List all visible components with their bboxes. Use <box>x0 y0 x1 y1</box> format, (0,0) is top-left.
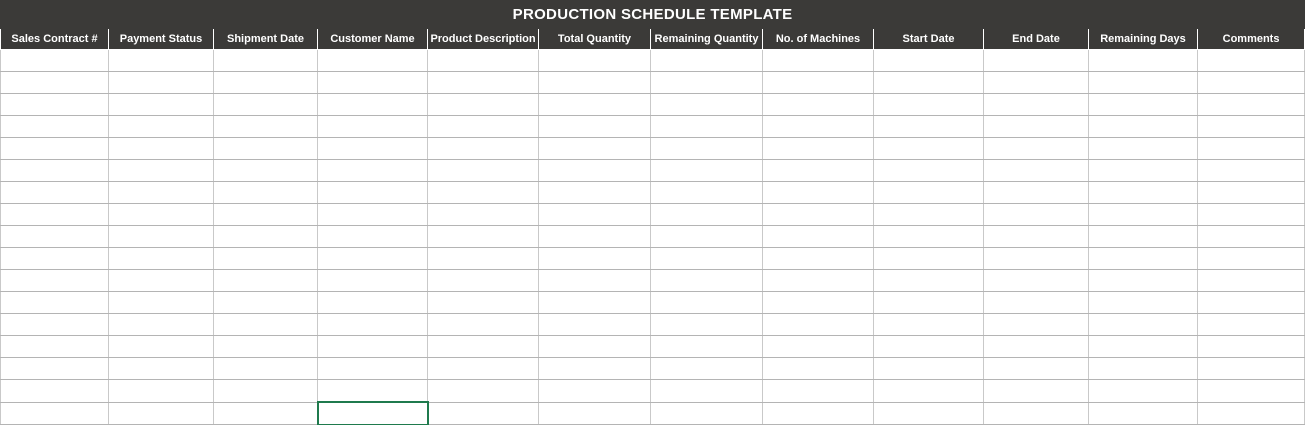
table-row <box>1 248 1305 270</box>
table-cell[interactable] <box>1 402 109 425</box>
table-cell[interactable] <box>1089 72 1198 94</box>
table-cell[interactable] <box>428 72 539 94</box>
table-cell[interactable] <box>539 94 651 116</box>
table-cell[interactable] <box>763 270 874 292</box>
table-cell[interactable] <box>874 270 984 292</box>
table-cell[interactable] <box>1 72 109 94</box>
table-cell[interactable] <box>539 380 651 403</box>
table-body <box>1 50 1305 425</box>
table-cell[interactable] <box>318 270 428 292</box>
table-cell[interactable] <box>318 358 428 380</box>
table-cell[interactable] <box>984 50 1089 72</box>
table-cell[interactable] <box>109 204 214 226</box>
table-cell[interactable] <box>109 314 214 336</box>
table-row <box>1 358 1305 380</box>
table-cell[interactable] <box>1198 116 1305 138</box>
table-cell[interactable] <box>1198 402 1305 425</box>
table-cell[interactable] <box>651 248 763 270</box>
table-cell[interactable] <box>214 138 318 160</box>
table-cell[interactable] <box>1198 50 1305 72</box>
table-cell[interactable] <box>1 380 109 403</box>
table-cell[interactable] <box>318 160 428 182</box>
table-row <box>1 116 1305 138</box>
table-cell[interactable] <box>1089 138 1198 160</box>
table-cell[interactable] <box>874 72 984 94</box>
table-row <box>1 292 1305 314</box>
table-row <box>1 72 1305 94</box>
table-cell[interactable] <box>318 226 428 248</box>
table-cell[interactable] <box>1198 160 1305 182</box>
table-cell[interactable] <box>763 292 874 314</box>
table-cell[interactable] <box>318 292 428 314</box>
table-cell[interactable] <box>428 336 539 358</box>
table-row <box>1 50 1305 72</box>
table-cell[interactable] <box>984 270 1089 292</box>
table-cell[interactable] <box>874 380 984 403</box>
table-cell[interactable] <box>109 116 214 138</box>
table-cell[interactable] <box>763 116 874 138</box>
table-row <box>1 138 1305 160</box>
table-cell[interactable] <box>428 226 539 248</box>
table-cell[interactable] <box>1198 270 1305 292</box>
table-cell[interactable] <box>874 204 984 226</box>
table-cell[interactable] <box>539 138 651 160</box>
table-cell[interactable] <box>651 160 763 182</box>
table-cell[interactable] <box>1 314 109 336</box>
table-cell[interactable] <box>651 358 763 380</box>
table-cell[interactable] <box>1 182 109 204</box>
table-cell[interactable] <box>1 226 109 248</box>
table-cell[interactable] <box>214 160 318 182</box>
table-cell[interactable] <box>763 336 874 358</box>
table-cell[interactable] <box>874 50 984 72</box>
table-cell[interactable] <box>539 116 651 138</box>
table-cell[interactable] <box>539 292 651 314</box>
table-cell[interactable] <box>539 226 651 248</box>
table-cell[interactable] <box>318 336 428 358</box>
table-cell[interactable] <box>763 182 874 204</box>
table-cell[interactable] <box>109 226 214 248</box>
table-cell[interactable] <box>428 270 539 292</box>
table-cell[interactable] <box>874 336 984 358</box>
table-cell[interactable] <box>214 248 318 270</box>
table-cell[interactable] <box>428 402 539 425</box>
table-cell[interactable] <box>1 204 109 226</box>
table-cell[interactable] <box>318 94 428 116</box>
table-cell[interactable] <box>651 182 763 204</box>
table-cell[interactable] <box>428 138 539 160</box>
table-cell[interactable] <box>874 226 984 248</box>
table-cell[interactable] <box>984 160 1089 182</box>
table-cell[interactable] <box>539 314 651 336</box>
table-cell[interactable] <box>763 314 874 336</box>
table-cell[interactable] <box>1 336 109 358</box>
table-cell[interactable] <box>1198 94 1305 116</box>
table-cell[interactable] <box>1198 380 1305 403</box>
table-cell[interactable] <box>1089 94 1198 116</box>
table-cell[interactable] <box>874 160 984 182</box>
table-cell[interactable] <box>651 138 763 160</box>
table-cell[interactable] <box>651 204 763 226</box>
table-cell[interactable] <box>318 138 428 160</box>
table-cell[interactable] <box>1 94 109 116</box>
table-cell[interactable] <box>1089 336 1198 358</box>
table-row <box>1 160 1305 182</box>
table-cell[interactable] <box>1089 204 1198 226</box>
table-cell[interactable] <box>763 226 874 248</box>
column-header[interactable]: Shipment Date <box>214 29 318 50</box>
table-cell[interactable] <box>874 138 984 160</box>
page-title: PRODUCTION SCHEDULE TEMPLATE <box>1 1 1305 29</box>
table-cell[interactable] <box>318 380 428 403</box>
table-cell[interactable] <box>651 292 763 314</box>
table-cell[interactable] <box>539 248 651 270</box>
table-cell[interactable] <box>763 94 874 116</box>
table-cell[interactable] <box>428 160 539 182</box>
table-row <box>1 94 1305 116</box>
table-row <box>1 336 1305 358</box>
table-cell[interactable] <box>428 314 539 336</box>
table-cell[interactable] <box>1089 182 1198 204</box>
table-cell[interactable] <box>763 50 874 72</box>
column-header[interactable]: Sales Contract # <box>1 29 109 50</box>
table-cell[interactable] <box>428 182 539 204</box>
table-cell[interactable] <box>1198 292 1305 314</box>
table-cell[interactable] <box>109 358 214 380</box>
table-cell[interactable] <box>763 138 874 160</box>
table-row <box>1 270 1305 292</box>
table-cell[interactable] <box>874 358 984 380</box>
table-cell[interactable] <box>1 358 109 380</box>
table-cell[interactable] <box>428 380 539 403</box>
table-cell[interactable] <box>318 116 428 138</box>
table-cell[interactable] <box>984 204 1089 226</box>
table-cell[interactable] <box>984 116 1089 138</box>
table-cell[interactable] <box>109 182 214 204</box>
table-cell[interactable] <box>984 94 1089 116</box>
table-cell[interactable] <box>214 50 318 72</box>
table-cell[interactable] <box>214 72 318 94</box>
column-header[interactable]: End Date <box>984 29 1089 50</box>
table-cell[interactable] <box>1 50 109 72</box>
table-cell[interactable] <box>318 72 428 94</box>
table-cell[interactable] <box>1089 248 1198 270</box>
table-cell[interactable] <box>763 402 874 425</box>
table-cell[interactable] <box>1089 402 1198 425</box>
table-cell[interactable] <box>763 160 874 182</box>
table-cell[interactable] <box>214 336 318 358</box>
table-cell[interactable] <box>874 314 984 336</box>
table-cell[interactable] <box>874 402 984 425</box>
table-cell[interactable] <box>1089 358 1198 380</box>
table-cell[interactable] <box>214 402 318 425</box>
table-cell[interactable] <box>1 248 109 270</box>
table-cell[interactable] <box>1089 380 1198 403</box>
table-cell[interactable] <box>428 292 539 314</box>
table-cell[interactable] <box>109 380 214 403</box>
table-row <box>1 314 1305 336</box>
table-cell[interactable] <box>109 270 214 292</box>
table-cell[interactable] <box>1198 336 1305 358</box>
table-cell[interactable] <box>984 248 1089 270</box>
table-cell[interactable] <box>109 138 214 160</box>
column-header[interactable]: Total Quantity <box>539 29 651 50</box>
table-cell[interactable] <box>874 182 984 204</box>
table-cell[interactable] <box>651 116 763 138</box>
table-cell[interactable] <box>214 94 318 116</box>
table-cell[interactable] <box>214 358 318 380</box>
table-cell[interactable] <box>1198 226 1305 248</box>
table-cell[interactable] <box>109 50 214 72</box>
table-cell[interactable] <box>1089 116 1198 138</box>
table-cell[interactable] <box>651 50 763 72</box>
table-cell[interactable] <box>763 248 874 270</box>
table-cell[interactable] <box>539 270 651 292</box>
table-cell[interactable] <box>109 72 214 94</box>
column-header[interactable]: No. of Machines <box>763 29 874 50</box>
table-cell[interactable] <box>1 292 109 314</box>
table-cell[interactable] <box>984 226 1089 248</box>
table-cell[interactable] <box>428 248 539 270</box>
title-row <box>1 1 1305 29</box>
table-cell[interactable] <box>984 358 1089 380</box>
table-cell[interactable] <box>1089 160 1198 182</box>
table-cell[interactable] <box>984 336 1089 358</box>
table-cell[interactable] <box>428 116 539 138</box>
table-cell[interactable] <box>984 314 1089 336</box>
table-cell[interactable] <box>428 204 539 226</box>
table-cell[interactable] <box>651 270 763 292</box>
table-cell[interactable] <box>539 50 651 72</box>
table-head <box>1 1 1305 50</box>
column-header[interactable]: Start Date <box>874 29 984 50</box>
table-cell[interactable] <box>763 358 874 380</box>
table-row <box>1 402 1305 425</box>
selected-table-cell[interactable] <box>318 402 428 425</box>
table-cell[interactable] <box>1089 226 1198 248</box>
table-cell[interactable] <box>874 248 984 270</box>
table-cell[interactable] <box>109 248 214 270</box>
column-header[interactable]: Remaining Days <box>1089 29 1198 50</box>
table-cell[interactable] <box>984 380 1089 403</box>
table-row <box>1 204 1305 226</box>
table-cell[interactable] <box>1198 204 1305 226</box>
table-cell[interactable] <box>651 336 763 358</box>
table-cell[interactable] <box>1089 50 1198 72</box>
table-cell[interactable] <box>651 314 763 336</box>
table-cell[interactable] <box>763 204 874 226</box>
table-cell[interactable] <box>539 358 651 380</box>
table-cell[interactable] <box>984 292 1089 314</box>
table-cell[interactable] <box>214 380 318 403</box>
table-cell[interactable] <box>1198 182 1305 204</box>
table-row <box>1 380 1305 403</box>
table-cell[interactable] <box>874 116 984 138</box>
column-header-row <box>1 29 1305 50</box>
table-cell[interactable] <box>539 402 651 425</box>
table-cell[interactable] <box>539 72 651 94</box>
table-cell[interactable] <box>539 160 651 182</box>
table-cell[interactable] <box>1198 358 1305 380</box>
table-cell[interactable] <box>109 94 214 116</box>
column-header[interactable]: Customer Name <box>318 29 428 50</box>
table-cell[interactable] <box>1089 270 1198 292</box>
table-cell[interactable] <box>1198 72 1305 94</box>
table-cell[interactable] <box>539 204 651 226</box>
table-cell[interactable] <box>539 336 651 358</box>
table-cell[interactable] <box>214 292 318 314</box>
table-cell[interactable] <box>428 358 539 380</box>
column-header[interactable]: Payment Status <box>109 29 214 50</box>
table-cell[interactable] <box>1089 292 1198 314</box>
table-cell[interactable] <box>1198 248 1305 270</box>
table-cell[interactable] <box>109 292 214 314</box>
table-cell[interactable] <box>1198 314 1305 336</box>
table-cell[interactable] <box>428 50 539 72</box>
table-cell[interactable] <box>651 94 763 116</box>
table-cell[interactable] <box>109 336 214 358</box>
table-cell[interactable] <box>651 72 763 94</box>
table-cell[interactable] <box>318 204 428 226</box>
table-cell[interactable] <box>318 50 428 72</box>
table-cell[interactable] <box>1198 138 1305 160</box>
table-cell[interactable] <box>214 182 318 204</box>
table-cell[interactable] <box>1 138 109 160</box>
table-cell[interactable] <box>984 138 1089 160</box>
column-header[interactable]: Remaining Quantity <box>651 29 763 50</box>
table-row <box>1 182 1305 204</box>
table-cell[interactable] <box>214 270 318 292</box>
table-cell[interactable] <box>214 314 318 336</box>
table-cell[interactable] <box>984 402 1089 425</box>
table-cell[interactable] <box>539 182 651 204</box>
column-header[interactable]: Comments <box>1198 29 1305 50</box>
table-cell[interactable] <box>428 94 539 116</box>
table-cell[interactable] <box>1 116 109 138</box>
table-cell[interactable] <box>651 380 763 403</box>
table-row <box>1 226 1305 248</box>
table-cell[interactable] <box>214 204 318 226</box>
table-cell[interactable] <box>109 402 214 425</box>
table-cell[interactable] <box>1089 314 1198 336</box>
table-cell[interactable] <box>763 72 874 94</box>
table-cell[interactable] <box>874 94 984 116</box>
table-cell[interactable] <box>318 182 428 204</box>
table-cell[interactable] <box>984 182 1089 204</box>
table-cell[interactable] <box>984 72 1089 94</box>
table-cell[interactable] <box>651 402 763 425</box>
table-cell[interactable] <box>318 314 428 336</box>
table-cell[interactable] <box>214 226 318 248</box>
table-cell[interactable] <box>651 226 763 248</box>
table-cell[interactable] <box>214 116 318 138</box>
table-cell[interactable] <box>874 292 984 314</box>
table-cell[interactable] <box>318 248 428 270</box>
column-header[interactable]: Product Description <box>428 29 539 50</box>
table-cell[interactable] <box>109 160 214 182</box>
table-cell[interactable] <box>1 160 109 182</box>
table-cell[interactable] <box>763 380 874 403</box>
table-cell[interactable] <box>1 270 109 292</box>
